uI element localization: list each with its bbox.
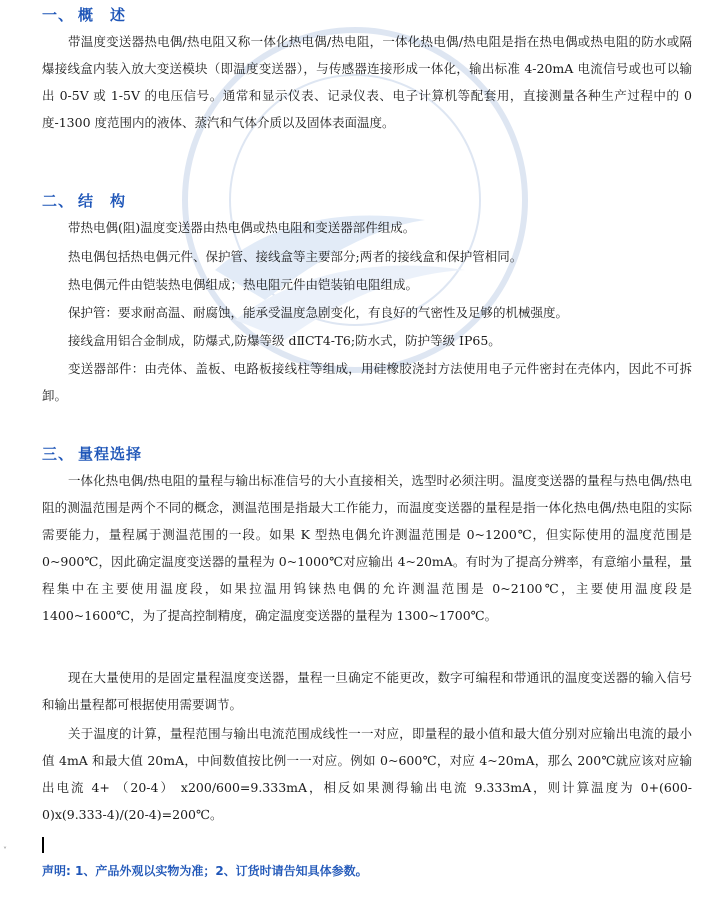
section-number: 二、 (42, 192, 75, 210)
section-title: 量程选择 (78, 445, 143, 463)
structure-line: 接线盒用铝合金制成，防爆式,防爆等级 dⅡCT4-T6;防水式，防护等级 IP65。 (68, 333, 501, 348)
section-title: 结 构 (78, 192, 127, 210)
structure-line: 带热电偶(阻)温度变送器由热电偶或热电阻和变送器部件组成。 (68, 220, 416, 235)
section-number: 三、 (42, 445, 75, 463)
section-title: 概 述 (78, 6, 127, 24)
margin-mark-icon: ˅ (3, 846, 7, 855)
range-paragraph-2: 现在大量使用的是固定量程温度变送器，量程一旦确定不能更改，数字可编程和带通讯的温度变送器的输入信号和输出量程都可根据使用需要调节。 (42, 670, 692, 712)
section-heading-range (42, 443, 142, 464)
structure-line: 热电偶包括热电偶元件、保护管、接线盒等主要部分;两者的接线盒和保护管相同。 (68, 249, 523, 264)
disclaimer-note: 声明: 1、产品外观以实物为准；2、订货时请告知具体参数。 (42, 864, 368, 878)
structure-line: 热电偶元件由铠装热电偶组成；热电阻元件由铠装铂电阻组成。 (68, 277, 419, 292)
range-paragraph-3: 关于温度的计算，量程范围与输出电流范围成线性一一对应，即量程的最小值和最大值分别对应输出电流的最小值 4mA 和最大值 20mA，中间数值按比例一一对应。例如 0~600℃，对应 4~20mA，那么 200℃就应该对应输出电流 4+ （20-4） x200/600=9.333mA，相反如果测得输出电流 9.333mA，则计算温度为 0+(600-0)x(9.333-4)/(20-4)=200℃。 (42, 726, 692, 822)
section-number: 一、 (42, 6, 75, 24)
text-cursor (42, 837, 44, 853)
range-paragraph-1: 一体化热电偶/热电阻的量程与输出标准信号的大小直接相关，选型时必须注明。温度变送器的量程与热电偶/热电阻的测温范围是两个不同的概念，测温范围是指最大工作能力，而温度变送器的量程是指一体化热电偶/热电阻的实际需要能力，量程属于测温范围的一段。如果 K 型热电偶允许测温范围是 0~1200℃，但实际使用的温度范围是 0~900℃，因此确定温度变送器的量程为 0~1000℃对应输出 4~20mA。有时为了提高分辨率，有意缩小量程，量程集中在主要使用温度段，如果拉温用钨铼热电偶的允许测温范围是 0~2100℃，主要使用温度段是 1400~1600℃，为了提高控制精度，确定温度变送器的量程为 1300~1700℃。 (42, 473, 692, 623)
section-heading-structure (42, 190, 126, 211)
structure-line: 保护管：要求耐高温、耐腐蚀，能承受温度急剧变化，有良好的气密性及足够的机械强度。 (68, 305, 569, 320)
section-heading-overview (42, 4, 126, 25)
transmitter-paragraph: 变送器部件：由壳体、盖板、电路板接线柱等组成，用硅橡胶浇封方法使用电子元件密封在壳体内，因此不可拆卸。 (42, 361, 692, 403)
overview-paragraph: 带温度变送器热电偶/热电阻又称一体化热电偶/热电阻，一体化热电偶/热电阻是指在热电偶或热电阻的防水或隔爆接线盒内装入放大变送模块（即温度变送器），与传感器连接形成一体化，输出标准 4-20mA 电流信号或也可以输出 0-5V 或 1-5V 的电压信号。通常和显示仪表、记录仪表、电子计算机等配套用，直接测量各种生产过程中的 0 度-1300 度范围内的液体、蒸汽和气体介质以及固体表面温度。 (42, 34, 692, 130)
